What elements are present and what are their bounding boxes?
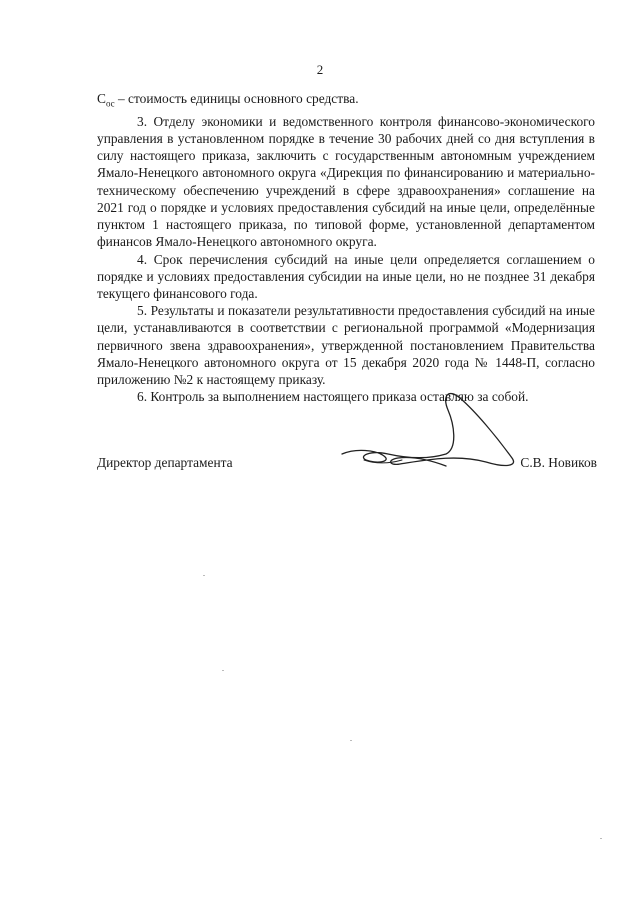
paragraph-5: 5. Результаты и показатели результативности предоставления субсидий на иные цели, устанавливаются в соответствии с региональной программой «Модернизация первичного звена здравоохранения», утвержденной постановлением Правительства Ямало-Ненецкого автономного округа от 15 декабря 2020 года № 1448-П, согласно приложению №2 к настоящему приказу. [97, 303, 595, 387]
page-number: 2 [316, 62, 324, 77]
paragraph-6: 6. Контроль за выполнением настоящего приказа оставляю за собой. [137, 389, 529, 405]
paragraph-3: 3. Отделу экономики и ведомственного контроля финансово-экономического управления в установленном порядке в течение 30 рабочих дней со дня вступления в силу настоящего приказа, заключить с государственным автономным учреждением Ямало-Ненецкого автономного округа «Дирекция по финансированию и материально-техническому обеспечению учреждений в сфере здравоохранения» соглашение на 2021 год о порядке и условиях предоставления субсидий на иные цели, определённые пунктом 1 настоящего приказа, по типовой форме, установленной департаментом финансов Ямало-Ненецкого автономного округа. [97, 113, 595, 250]
signature-row [97, 455, 597, 475]
scan-speck [350, 740, 352, 741]
scan-speck [203, 575, 205, 576]
paragraph-4: 4. Срок перечисления субсидий на иные цели определяется соглашением о порядке и условиях предоставления субсидии на иные цели, но не позднее 31 декабря текущего финансового года. [97, 251, 595, 301]
formula-definition-text: – стоимость единицы основного средства. [114, 91, 359, 106]
scan-speck [222, 670, 224, 671]
formula-symbol: С [97, 91, 106, 106]
scan-speck [600, 838, 602, 839]
signatory-name: С.В. Новиков [520, 455, 597, 470]
signatory-title: Директор департамента [97, 455, 233, 470]
document-body [97, 90, 595, 405]
formula-symbol-subscript: ос [105, 98, 115, 109]
paragraph-formula-definition [97, 90, 595, 113]
